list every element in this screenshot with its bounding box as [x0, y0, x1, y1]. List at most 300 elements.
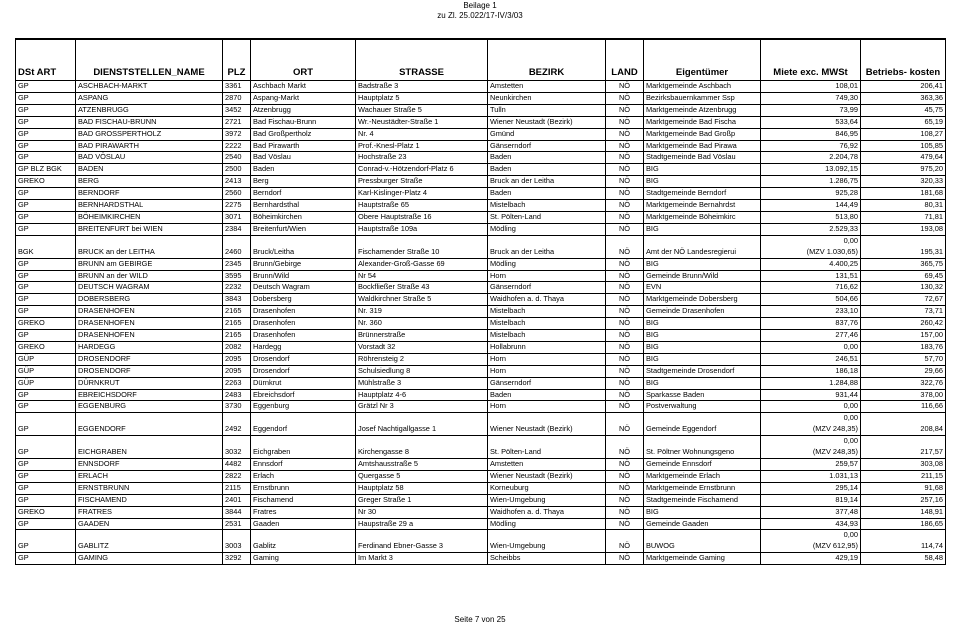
cell-ort: Aspang-Markt — [251, 92, 356, 104]
cell-plz: 2540 — [223, 152, 251, 164]
cell-strasse: Mühlstraße 3 — [356, 377, 488, 389]
table-row — [16, 553, 946, 565]
table-row — [16, 436, 946, 459]
cell-dienststellen-name: GAMING — [76, 553, 223, 565]
cell-strasse: Nr. 360 — [356, 318, 488, 330]
cell-plz: 2232 — [223, 282, 251, 294]
cell-plz: 3292 — [223, 553, 251, 565]
cell-dst-art: GP — [16, 116, 76, 128]
cell-bezirk: St. Pölten-Land — [488, 436, 606, 459]
table-row — [16, 116, 946, 128]
cell-plz: 2560 — [223, 188, 251, 200]
cell-miete: 108,01 — [761, 81, 861, 93]
cell-strasse: Greger Straße 1 — [356, 494, 488, 506]
cell-bezirk: Bruck an der Leitha — [488, 235, 606, 258]
cell-land: NÖ — [606, 104, 644, 116]
cell-dienststellen-name: EICHGRABEN — [76, 436, 223, 459]
column-header-bezirk: BEZIRK — [488, 39, 606, 81]
table-row — [16, 164, 946, 176]
cell-eigentuemer: BIG — [644, 318, 761, 330]
table-row — [16, 200, 946, 212]
cell-eigentuemer: Marktgemeinde Ernstbrunn — [644, 482, 761, 494]
cell-strasse: Hauptplatz 58 — [356, 482, 488, 494]
cell-ort: Bruck/Leitha — [251, 235, 356, 258]
cell-plz: 2165 — [223, 330, 251, 342]
cell-bezirk: Baden — [488, 188, 606, 200]
cell-dst-art: GP BLZ BGK — [16, 164, 76, 176]
cell-land: NÖ — [606, 282, 644, 294]
cell-bezirk: Wiener Neustadt (Bezirk) — [488, 116, 606, 128]
cell-eigentuemer: Gemeinde Eggendorf — [644, 413, 761, 436]
table-row — [16, 188, 946, 200]
table-row — [16, 401, 946, 413]
table-row — [16, 389, 946, 401]
cell-eigentuemer: EVN — [644, 282, 761, 294]
cell-eigentuemer: Bezirksbauernkammer Ssp — [644, 92, 761, 104]
cell-dienststellen-name: GAADEN — [76, 518, 223, 530]
cell-plz: 2460 — [223, 235, 251, 258]
cell-plz: 3730 — [223, 401, 251, 413]
cell-miete: 4.400,25 — [761, 258, 861, 270]
cell-land: NÖ — [606, 270, 644, 282]
cell-miete: 73,99 — [761, 104, 861, 116]
cell-land: NÖ — [606, 353, 644, 365]
table-row — [16, 318, 946, 330]
cell-betriebskosten: 479,64 — [861, 152, 946, 164]
cell-eigentuemer: Marktgemeinde Bad Großp — [644, 128, 761, 140]
table-row — [16, 506, 946, 518]
cell-dienststellen-name: EBREICHSDORF — [76, 389, 223, 401]
cell-strasse: Wr.-Neustädter-Straße 1 — [356, 116, 488, 128]
cell-strasse: Nr. 319 — [356, 306, 488, 318]
cell-bezirk: Mistelbach — [488, 200, 606, 212]
cell-strasse: Alexander-Groß-Gasse 69 — [356, 258, 488, 270]
table-row — [16, 81, 946, 93]
column-header-betriebskosten: Betriebs- kosten — [861, 39, 946, 81]
cell-bezirk: Waidhofen a. d. Thaya — [488, 294, 606, 306]
cell-dst-art: GP — [16, 294, 76, 306]
cell-ort: Gaaden — [251, 518, 356, 530]
cell-ort: Drosendorf — [251, 365, 356, 377]
cell-ort: Atzenbrugg — [251, 104, 356, 116]
cell-eigentuemer: BIG — [644, 377, 761, 389]
cell-eigentuemer: Marktgemeinde Aschbach — [644, 81, 761, 93]
column-header-eigentuemer: Eigentümer — [644, 39, 761, 81]
cell-betriebskosten: 206,41 — [861, 81, 946, 93]
cell-bezirk: Gänserndorf — [488, 140, 606, 152]
cell-dienststellen-name: ASCHBACH-MARKT — [76, 81, 223, 93]
cell-eigentuemer: Stadtgemeinde Fischamend — [644, 494, 761, 506]
table-row — [16, 282, 946, 294]
cell-dienststellen-name: BRUNN am GEBIRGE — [76, 258, 223, 270]
cell-miete: 1.286,75 — [761, 176, 861, 188]
column-header-plz: PLZ — [223, 39, 251, 81]
cell-plz: 2275 — [223, 200, 251, 212]
cell-strasse: Karl-Kislinger-Platz 4 — [356, 188, 488, 200]
cell-bezirk: Baden — [488, 152, 606, 164]
cell-land: NÖ — [606, 494, 644, 506]
table-row — [16, 413, 946, 436]
cell-dienststellen-name: BAD VÖSLAU — [76, 152, 223, 164]
cell-dst-art: GP — [16, 306, 76, 318]
cell-miete: 837,76 — [761, 318, 861, 330]
cell-strasse: Grätzl Nr 3 — [356, 401, 488, 413]
cell-land: NÖ — [606, 553, 644, 565]
cell-land: NÖ — [606, 235, 644, 258]
cell-miete: 819,14 — [761, 494, 861, 506]
cell-strasse: Hauptplatz 4-6 — [356, 389, 488, 401]
cell-bezirk: Horn — [488, 353, 606, 365]
cell-dienststellen-name: BRUCK an der LEITHA — [76, 235, 223, 258]
cell-dienststellen-name: FISCHAMEND — [76, 494, 223, 506]
cell-bezirk: Gmünd — [488, 128, 606, 140]
cell-dienststellen-name: DEUTSCH WAGRAM — [76, 282, 223, 294]
cell-ort: Bad Großpertholz — [251, 128, 356, 140]
cell-ort: Bad Vöslau — [251, 152, 356, 164]
cell-bezirk: Neunkirchen — [488, 92, 606, 104]
table-row — [16, 470, 946, 482]
cell-betriebskosten: 208,84 — [861, 413, 946, 436]
cell-dst-art: GP — [16, 211, 76, 223]
cell-strasse: Amtshausstraße 5 — [356, 459, 488, 471]
cell-plz: 2222 — [223, 140, 251, 152]
table-row — [16, 223, 946, 235]
cell-strasse: Prof.-Knesl-Platz 1 — [356, 140, 488, 152]
cell-strasse: Im Markt 3 — [356, 553, 488, 565]
cell-dienststellen-name: BÖHEIMKIRCHEN — [76, 211, 223, 223]
cell-plz: 3843 — [223, 294, 251, 306]
cell-land: NÖ — [606, 211, 644, 223]
cell-strasse: Fischamender Straße 10 — [356, 235, 488, 258]
cell-eigentuemer: Marktgemeinde Dobersberg — [644, 294, 761, 306]
cell-land: NÖ — [606, 318, 644, 330]
cell-dienststellen-name: ATZENBRUGG — [76, 104, 223, 116]
cell-dienststellen-name: BERNDORF — [76, 188, 223, 200]
cell-plz: 2822 — [223, 470, 251, 482]
cell-ort: Gaming — [251, 553, 356, 565]
cell-eigentuemer: Stadtgemeinde Berndorf — [644, 188, 761, 200]
cell-dienststellen-name: ASPANG — [76, 92, 223, 104]
cell-dst-art: GP — [16, 330, 76, 342]
cell-plz: 2531 — [223, 518, 251, 530]
cell-betriebskosten: 363,36 — [861, 92, 946, 104]
cell-land: NÖ — [606, 413, 644, 436]
cell-dienststellen-name: DOBERSBERG — [76, 294, 223, 306]
cell-plz: 3452 — [223, 104, 251, 116]
cell-dst-art: GP — [16, 128, 76, 140]
cell-miete: 131,51 — [761, 270, 861, 282]
cell-dst-art: GP — [16, 140, 76, 152]
cell-dst-art: GP — [16, 389, 76, 401]
cell-ort: Brunn/Gebirge — [251, 258, 356, 270]
cell-miete: 233,10 — [761, 306, 861, 318]
cell-dienststellen-name: GABLITZ — [76, 530, 223, 553]
cell-strasse: Nr 30 — [356, 506, 488, 518]
cell-betriebskosten: 72,67 — [861, 294, 946, 306]
cell-dst-art: GREKO — [16, 318, 76, 330]
cell-dst-art: BGK — [16, 235, 76, 258]
cell-bezirk: Scheibbs — [488, 553, 606, 565]
cell-miete: 0,00 (MZV 1.030,65) — [761, 235, 861, 258]
cell-land: NÖ — [606, 223, 644, 235]
cell-betriebskosten: 186,65 — [861, 518, 946, 530]
cell-dst-art: GP — [16, 152, 76, 164]
cell-eigentuemer: Stadtgemeinde Bad Vöslau — [644, 152, 761, 164]
table-row — [16, 92, 946, 104]
cell-ort: Dürnkrut — [251, 377, 356, 389]
cell-dst-art: GP — [16, 494, 76, 506]
cell-dst-art: GP — [16, 436, 76, 459]
cell-ort: Hardegg — [251, 341, 356, 353]
cell-betriebskosten: 322,76 — [861, 377, 946, 389]
cell-dienststellen-name: DROSENDORF — [76, 353, 223, 365]
cell-dst-art: GÜP — [16, 365, 76, 377]
cell-dst-art: GP — [16, 553, 76, 565]
cell-miete: 0,00 (MZV 248,35) — [761, 436, 861, 459]
cell-dienststellen-name: DRASENHOFEN — [76, 306, 223, 318]
cell-bezirk: Gänserndorf — [488, 282, 606, 294]
cell-strasse: Conrad-v.-Hötzendorf-Platz 6 — [356, 164, 488, 176]
cell-strasse: Ferdinand Ebner-Gasse 3 — [356, 530, 488, 553]
cell-land: NÖ — [606, 140, 644, 152]
cell-miete: 2.529,33 — [761, 223, 861, 235]
cell-eigentuemer: BIG — [644, 258, 761, 270]
cell-miete: 377,48 — [761, 506, 861, 518]
cell-miete: 277,46 — [761, 330, 861, 342]
cell-dst-art: GP — [16, 459, 76, 471]
cell-plz: 3003 — [223, 530, 251, 553]
cell-bezirk: Wiener Neustadt (Bezirk) — [488, 413, 606, 436]
cell-ort: Breitenfurt/Wien — [251, 223, 356, 235]
cell-betriebskosten: 975,20 — [861, 164, 946, 176]
cell-eigentuemer: Marktgemeinde Bad Fischa — [644, 116, 761, 128]
cell-miete: 295,14 — [761, 482, 861, 494]
cell-dienststellen-name: FRATRES — [76, 506, 223, 518]
cell-land: NÖ — [606, 81, 644, 93]
cell-ort: Eggenburg — [251, 401, 356, 413]
cell-eigentuemer: BIG — [644, 330, 761, 342]
cell-dienststellen-name: BAD PIRAWARTH — [76, 140, 223, 152]
cell-bezirk: Mödling — [488, 258, 606, 270]
cell-land: NÖ — [606, 401, 644, 413]
cell-betriebskosten: 29,66 — [861, 365, 946, 377]
cell-ort: Eggendorf — [251, 413, 356, 436]
cell-land: NÖ — [606, 506, 644, 518]
cell-ort: Ennsdorf — [251, 459, 356, 471]
cell-ort: Ebreichsdorf — [251, 389, 356, 401]
cell-bezirk: Korneuburg — [488, 482, 606, 494]
cell-strasse: Pressburger Straße — [356, 176, 488, 188]
cell-ort: Eichgraben — [251, 436, 356, 459]
table-row — [16, 140, 946, 152]
cell-land: NÖ — [606, 200, 644, 212]
cell-dienststellen-name: BAD FISCHAU-BRUNN — [76, 116, 223, 128]
cell-eigentuemer: BIG — [644, 353, 761, 365]
cell-land: NÖ — [606, 518, 644, 530]
cell-strasse: Hauptstraße 109a — [356, 223, 488, 235]
cell-dienststellen-name: BAD GROSSPERTHOLZ — [76, 128, 223, 140]
cell-strasse: Josef Nachtigallgasse 1 — [356, 413, 488, 436]
cell-dst-art: GP — [16, 223, 76, 235]
table-row — [16, 306, 946, 318]
cell-dienststellen-name: ENNSDORF — [76, 459, 223, 471]
cell-bezirk: Wien-Umgebung — [488, 530, 606, 553]
cell-dst-art: GP — [16, 470, 76, 482]
table-row — [16, 176, 946, 188]
cell-miete: 246,51 — [761, 353, 861, 365]
cell-betriebskosten: 57,70 — [861, 353, 946, 365]
cell-land: NÖ — [606, 436, 644, 459]
cell-land: NÖ — [606, 116, 644, 128]
table-row — [16, 258, 946, 270]
cell-bezirk: Wiener Neustadt (Bezirk) — [488, 470, 606, 482]
cell-strasse: Hochstraße 23 — [356, 152, 488, 164]
cell-dst-art: GP — [16, 200, 76, 212]
cell-miete: 0,00 — [761, 341, 861, 353]
cell-strasse: Nr. 4 — [356, 128, 488, 140]
table-row — [16, 482, 946, 494]
cell-dst-art: GP — [16, 188, 76, 200]
cell-betriebskosten: 116,66 — [861, 401, 946, 413]
table-row — [16, 365, 946, 377]
cell-betriebskosten: 257,16 — [861, 494, 946, 506]
cell-miete: 533,64 — [761, 116, 861, 128]
cell-bezirk: Baden — [488, 389, 606, 401]
cell-betriebskosten: 80,31 — [861, 200, 946, 212]
table-row — [16, 341, 946, 353]
cell-eigentuemer: BUWOG — [644, 530, 761, 553]
attachment-label: Beilage 1 — [463, 1, 497, 10]
cell-miete: 0,00 (MZV 612,95) — [761, 530, 861, 553]
cell-miete: 0,00 — [761, 401, 861, 413]
table-row — [16, 104, 946, 116]
cell-ort: Dobersberg — [251, 294, 356, 306]
cell-dst-art: GP — [16, 530, 76, 553]
cell-plz: 2345 — [223, 258, 251, 270]
cell-bezirk: Baden — [488, 164, 606, 176]
cell-plz: 2384 — [223, 223, 251, 235]
cell-bezirk: Tulln — [488, 104, 606, 116]
cell-eigentuemer: Marktgemeinde Bad Pirawa — [644, 140, 761, 152]
table-row — [16, 330, 946, 342]
cell-eigentuemer: Gemeinde Brunn/Wild — [644, 270, 761, 282]
cell-ort: Bernhardsthal — [251, 200, 356, 212]
table-row — [16, 270, 946, 282]
cell-eigentuemer: Stadtgemeinde Drosendorf — [644, 365, 761, 377]
table-row — [16, 152, 946, 164]
cell-strasse: Bockfließer Straße 43 — [356, 282, 488, 294]
cell-dienststellen-name: BERG — [76, 176, 223, 188]
cell-ort: Ernstbrunn — [251, 482, 356, 494]
cell-plz: 3071 — [223, 211, 251, 223]
cell-betriebskosten: 211,15 — [861, 470, 946, 482]
cell-plz: 3844 — [223, 506, 251, 518]
office-rent-table — [15, 38, 946, 565]
cell-bezirk: Hollabrunn — [488, 341, 606, 353]
cell-eigentuemer: Gemeinde Gaaden — [644, 518, 761, 530]
cell-land: NÖ — [606, 365, 644, 377]
cell-eigentuemer: Marktgemeinde Bernahrdst — [644, 200, 761, 212]
table-row — [16, 128, 946, 140]
cell-dienststellen-name: BRUNN an der WILD — [76, 270, 223, 282]
cell-betriebskosten: 73,71 — [861, 306, 946, 318]
cell-plz: 2870 — [223, 92, 251, 104]
cell-land: NÖ — [606, 330, 644, 342]
cell-betriebskosten: 378,00 — [861, 389, 946, 401]
cell-dienststellen-name: EGGENBURG — [76, 401, 223, 413]
cell-betriebskosten: 181,68 — [861, 188, 946, 200]
cell-dienststellen-name: EGGENDORF — [76, 413, 223, 436]
cell-betriebskosten: 157,00 — [861, 330, 946, 342]
cell-bezirk: Horn — [488, 401, 606, 413]
cell-plz: 2165 — [223, 318, 251, 330]
cell-miete: 513,80 — [761, 211, 861, 223]
cell-dienststellen-name: ERNSTBRUNN — [76, 482, 223, 494]
cell-strasse: Obere Hauptstraße 16 — [356, 211, 488, 223]
column-header-ort: ORT — [251, 39, 356, 81]
cell-plz: 3032 — [223, 436, 251, 459]
cell-land: NÖ — [606, 176, 644, 188]
cell-betriebskosten: 260,42 — [861, 318, 946, 330]
cell-eigentuemer: Sparkasse Baden — [644, 389, 761, 401]
cell-miete: 716,62 — [761, 282, 861, 294]
cell-strasse: Kirchengasse 8 — [356, 436, 488, 459]
cell-ort: Drasenhofen — [251, 318, 356, 330]
cell-ort: Brunn/Wild — [251, 270, 356, 282]
cell-bezirk: Mödling — [488, 223, 606, 235]
cell-bezirk: Mistelbach — [488, 330, 606, 342]
cell-miete: 0,00 (MZV 248,35) — [761, 413, 861, 436]
cell-betriebskosten: 183,76 — [861, 341, 946, 353]
cell-bezirk: Mödling — [488, 518, 606, 530]
cell-dst-art: GREKO — [16, 506, 76, 518]
cell-plz: 2401 — [223, 494, 251, 506]
cell-dst-art: GREKO — [16, 176, 76, 188]
cell-plz: 2095 — [223, 365, 251, 377]
cell-miete: 144,49 — [761, 200, 861, 212]
cell-bezirk: Amstetten — [488, 459, 606, 471]
cell-miete: 1.284,88 — [761, 377, 861, 389]
cell-miete: 13.092,15 — [761, 164, 861, 176]
cell-land: NÖ — [606, 389, 644, 401]
cell-eigentuemer: Marktgemeinde Böheimkirc — [644, 211, 761, 223]
cell-strasse: Nr 54 — [356, 270, 488, 282]
cell-miete: 2.204,78 — [761, 152, 861, 164]
reference-number: zu Zl. 25.022/17-IV/3/03 — [437, 11, 523, 20]
cell-ort: Fischamend — [251, 494, 356, 506]
cell-betriebskosten: 108,27 — [861, 128, 946, 140]
cell-land: NÖ — [606, 152, 644, 164]
cell-miete: 846,95 — [761, 128, 861, 140]
cell-miete: 504,66 — [761, 294, 861, 306]
cell-eigentuemer: Marktgemeinde Erlach — [644, 470, 761, 482]
cell-betriebskosten: 45,75 — [861, 104, 946, 116]
cell-ort: Deutsch Wagram — [251, 282, 356, 294]
cell-plz: 2165 — [223, 306, 251, 318]
cell-land: NÖ — [606, 377, 644, 389]
cell-dst-art: GP — [16, 104, 76, 116]
cell-dst-art: GREKO — [16, 341, 76, 353]
cell-miete: 925,28 — [761, 188, 861, 200]
cell-miete: 76,92 — [761, 140, 861, 152]
cell-plz: 2721 — [223, 116, 251, 128]
cell-eigentuemer: Marktgemeinde Atzenbrugg — [644, 104, 761, 116]
cell-plz: 2082 — [223, 341, 251, 353]
table-row — [16, 530, 946, 553]
cell-bezirk: St. Pölten-Land — [488, 211, 606, 223]
cell-plz: 3361 — [223, 81, 251, 93]
cell-miete: 429,19 — [761, 553, 861, 565]
